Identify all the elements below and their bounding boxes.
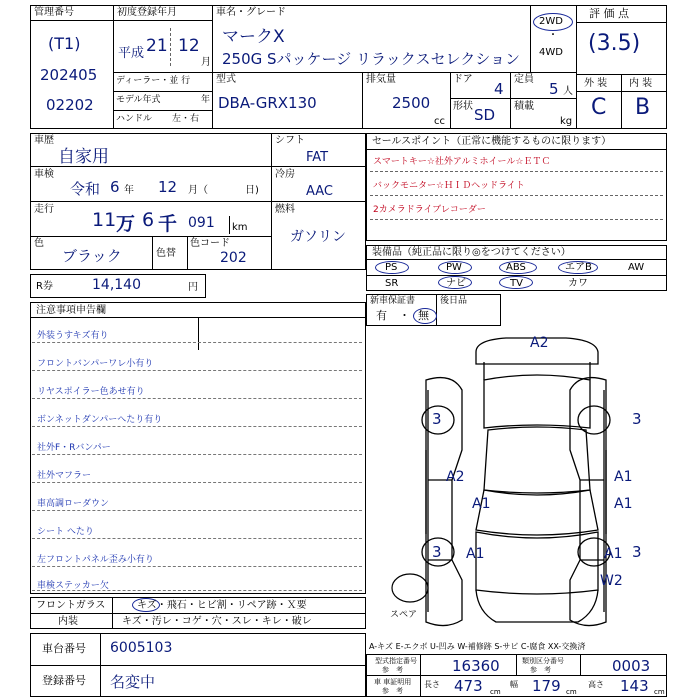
height-label: 高さ	[588, 680, 604, 689]
type-label: 型式	[216, 74, 236, 85]
displacement-label: 排気量	[366, 74, 396, 85]
history-label: 車歴	[34, 135, 54, 146]
color-change-label: 色替	[156, 248, 176, 259]
color-code-label: 色コード	[190, 238, 230, 249]
interior-grade: B	[635, 95, 651, 120]
inspection-era: 令和	[70, 180, 101, 198]
evaluation-score: (3.5)	[588, 31, 641, 56]
certificate-sub: 参 考	[382, 687, 403, 695]
sales-point-2: バックモニター☆ＨＩＤヘッドライト	[373, 181, 525, 191]
damage-mark-front-right: W2	[600, 573, 623, 589]
model-year-unit: 年	[201, 95, 211, 105]
model-type: DBA-GRX130	[218, 94, 317, 112]
front-glass-label: フロントガラス	[36, 600, 106, 611]
history-value: 自家用	[58, 147, 109, 167]
height-unit: cm	[654, 688, 665, 696]
equip-sr: SR	[385, 278, 399, 289]
note-item-9: 左フロントパネル歪み小有り	[37, 555, 154, 565]
management-label: 管理番号	[34, 7, 74, 18]
mileage-label: 走行	[34, 204, 54, 215]
body-shape: SD	[474, 106, 496, 124]
note-item-4: ボンネットダンパーへたり有り	[37, 415, 163, 425]
note-item-7: 車高調ローダウン	[37, 499, 110, 509]
fuel-label: 燃料	[275, 204, 295, 215]
equipment-label: 装備品（純正品に限り◎をつけてください）	[372, 247, 571, 258]
inspection-year: 6	[110, 178, 120, 196]
fuel-value: ガソリン	[290, 229, 346, 245]
length-unit: cm	[490, 688, 501, 696]
car-name-label: 車名・グレード	[216, 7, 286, 18]
mileage-man: 11	[92, 209, 117, 231]
damage-legend: A-キズ E-エクボ U-凹み W-補修跡 S-サビ C-腐食 XX-交換済	[369, 642, 586, 651]
month-unit: 月	[201, 57, 211, 68]
mileage-sen: 6	[142, 209, 155, 231]
car-name: マークX	[222, 27, 285, 47]
inspection-label: 車検	[34, 169, 54, 180]
inspection-day-unit: 日)	[245, 185, 259, 196]
designation-sub: 参 考	[382, 666, 403, 674]
equip-navi: ナビ	[446, 278, 466, 289]
recycle-value: 14,140	[92, 277, 141, 293]
mileage-rest: 091	[188, 215, 215, 231]
equip-abs: ABS	[506, 262, 526, 273]
inspection-year-unit: 年	[124, 185, 134, 196]
car-grade: 250G Sパッケージ リラックスセレクション	[222, 50, 520, 68]
designation-label: 型式指定番号	[375, 657, 417, 665]
exterior-label: 外 装	[584, 78, 608, 89]
damage-mark-left-side: A2	[446, 469, 465, 485]
category-number: 0003	[612, 657, 651, 675]
management-number-2: 02202	[46, 96, 94, 114]
color-value: ブラック	[62, 247, 122, 265]
inspection-month-unit: 月（	[188, 185, 208, 196]
equip-airbag: エアB	[565, 262, 592, 273]
damage-mark-rear-left-wheel: 3	[432, 410, 442, 428]
door-count: 4	[494, 80, 504, 98]
width-label: 幅	[510, 680, 518, 689]
recycle-unit: 円	[188, 282, 198, 293]
displacement-value: 2500	[392, 94, 431, 112]
damage-mark-rear-spoiler: A2	[530, 335, 549, 351]
drive-separator: ・	[548, 30, 558, 41]
shape-label: 形状	[453, 101, 473, 112]
drive-4wd: 4WD	[539, 47, 563, 58]
shift-value: FAT	[306, 150, 329, 165]
damage-mark-roof-left: A1	[472, 496, 491, 512]
equip-ps: PS	[385, 262, 398, 273]
dealer-label: ディーラー・並 行	[116, 76, 191, 86]
category-label: 類別区分番号	[522, 657, 564, 665]
mileage-sen-unit: 千	[158, 213, 178, 235]
height-value: 143	[620, 677, 649, 695]
registration-label: 登録番号	[42, 674, 86, 687]
damage-mark-right-side: A1	[614, 469, 633, 485]
evaluation-label: 評 価 点	[589, 7, 629, 20]
note-item-3: リヤスポイラー色あせ有り	[37, 387, 145, 397]
note-item-6: 社外マフラー	[37, 471, 92, 481]
registration-month: 12	[178, 36, 200, 56]
ac-value: AAC	[306, 184, 333, 199]
note-item-1: 外装うすキズ有り	[37, 331, 109, 341]
later-items-label: 後日品	[440, 296, 468, 306]
capacity-value: 5	[549, 80, 559, 98]
note-item-8: シート へたり	[37, 527, 94, 537]
color-code: 202	[220, 250, 247, 266]
door-label: ドア	[453, 74, 473, 85]
width-unit: cm	[566, 688, 577, 696]
width-value: 179	[532, 677, 561, 695]
warranty-no: 無	[418, 309, 429, 322]
capacity-label: 定員	[514, 74, 534, 85]
length-value: 473	[454, 677, 483, 695]
mileage-man-unit: 万	[116, 213, 136, 235]
sales-point-1: スマートキー☆社外アルミホイール☆ＥＴＣ	[373, 157, 551, 167]
equip-tv: TV	[510, 278, 523, 289]
recycle-label: R券	[36, 281, 53, 292]
handle-options: 左・右	[172, 114, 200, 124]
designation-number: 16360	[452, 657, 500, 675]
registration-era: 平成	[118, 46, 145, 61]
length-label: 長さ	[424, 680, 440, 689]
spare-label: スペア	[390, 610, 418, 620]
interior-label: 内 装	[629, 78, 653, 89]
warranty-yes: 有	[376, 309, 387, 322]
damage-mark-hood-left: A1	[466, 546, 485, 562]
chassis-label: 車台番号	[42, 642, 86, 655]
exterior-grade: C	[591, 95, 607, 120]
note-item-10: 車検ステッカー欠	[37, 581, 109, 591]
ac-label: 冷房	[275, 169, 295, 180]
category-sub: 参 考	[530, 666, 551, 674]
management-code: (T1)	[48, 34, 81, 53]
sales-points-label: セールスポイント（正常に機能するものに限ります）	[372, 136, 612, 147]
registration-year: 21	[146, 36, 168, 56]
cc-unit: cc	[434, 116, 445, 127]
front-glass-items: キズ・飛石・ヒビ割・リペア跡・Ｘ要	[137, 600, 307, 611]
warranty-label: 新車保証書	[370, 296, 416, 306]
load-label: 積載	[514, 101, 534, 112]
warranty-dot: ・	[399, 309, 410, 322]
certificate-label: 車 車証明用	[374, 678, 412, 686]
shift-label: シフト	[275, 135, 305, 146]
kg-unit: kg	[560, 116, 573, 127]
notes-label: 注意事項申告欄	[36, 305, 106, 316]
note-item-2: フロントバンパーワレ小有り	[37, 359, 154, 369]
drive-2wd: 2WD	[539, 16, 563, 27]
inspection-month: 12	[158, 178, 178, 196]
damage-mark-rear-right-wheel: 3	[632, 410, 642, 428]
color-label: 色	[34, 238, 44, 249]
handle-label: ハンドル	[116, 114, 153, 124]
damage-mark-front-right-wheel: 3	[632, 543, 642, 561]
management-number-1: 202405	[40, 66, 98, 84]
capacity-unit: 人	[563, 86, 573, 97]
interior-items: キズ・汚レ・コゲ・穴・スレ・キレ・破レ	[122, 616, 312, 627]
chassis-number: 6005103	[110, 640, 173, 656]
registration-number: 名変中	[110, 673, 156, 691]
model-year-label: モデル年式	[116, 95, 161, 105]
note-item-5: 社外F・Rバンパー	[37, 443, 111, 453]
km-unit: km	[232, 222, 248, 233]
damage-mark-hood-right: A1	[604, 546, 623, 562]
equip-leather: カワ	[568, 278, 588, 289]
equip-aw: AW	[628, 262, 645, 273]
interior-glass-label: 内装	[58, 616, 78, 627]
damage-mark-front-left-wheel: 3	[432, 543, 442, 561]
first-registration-label: 初度登録年月	[117, 7, 177, 18]
equip-pw: PW	[446, 262, 462, 273]
damage-mark-right-door: A1	[614, 496, 633, 512]
sales-point-3: 2カメラドライブレコーダー	[373, 205, 486, 215]
